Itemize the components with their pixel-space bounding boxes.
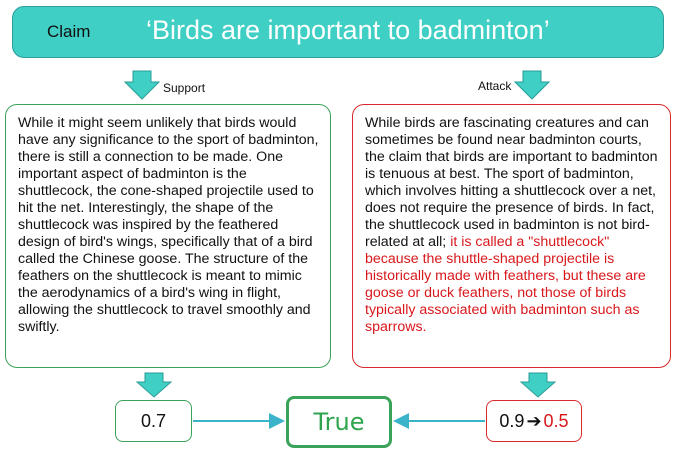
attack-text-plain: While birds are fascinating creatures and can sometimes be found near badminton courts, the claim that birds are important to badminton is tenuous at best. The sport of badminton, which involves hitting a shuttlecock over a net, does not require the presence of birds. In fact, the shuttlecock used in badminton is not bird-related at all; — [365, 115, 658, 250]
support-score — [115, 400, 192, 442]
support-label: Support — [163, 81, 206, 95]
attack-score-after: 0.5 — [543, 410, 569, 431]
support-argument-text: While it might seem unlikely that birds would have any significance to the sport of badminton, there is still a connection to be made. One important aspect of badminton is the shuttlecock, the cone-shaped projectile used to hit the net. Interestingly, the shape of the shuttlecock was inspired by the feathered design of bird's wings, specifically that of a bird called the Chinese goose. The structure of the feathers on the shuttlecock is meant to mimic the aerodynamics of a bird's wing in flight, allowing the shuttlecock to travel smoothly and swiftly. — [18, 115, 319, 335]
attack-label: Attack — [478, 79, 512, 93]
verdict-text: True — [313, 408, 365, 436]
attack-score-before: 0.9 — [499, 410, 525, 431]
right-arrow-icon: ➔ — [526, 410, 542, 431]
claim-label: Claim — [47, 22, 91, 41]
attack-score — [486, 400, 582, 442]
attack-text-highlight: it is called a "shuttlecock" because the shuttle-shaped projectile is historically made with feathers, but these are goose or duck feathers, not those of birds typically associated with badminton such as sparrows. — [365, 234, 646, 335]
support-score-value: 0.7 — [140, 410, 167, 431]
claim-text: ‘Birds are important to badminton’ — [146, 15, 550, 45]
verdict-box — [286, 396, 392, 448]
